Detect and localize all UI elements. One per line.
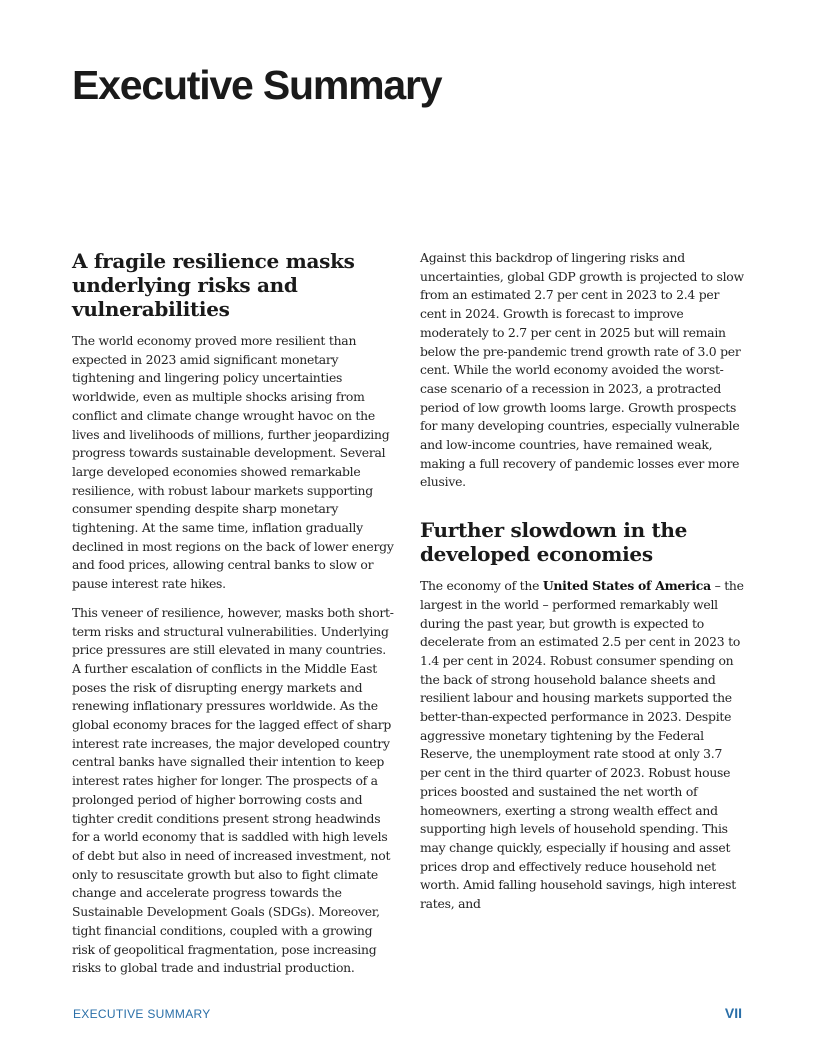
section-heading-fragile-resilience: A fragile resilience masks underlying risks and vulnerabilities: [72, 249, 355, 321]
paragraph-veneer: This veneer of resilience, however, masks both short-term risks and structural vulnerabilities. Underlying price pressures are still elevated in many countries. A further escalation of conflicts in the Middle East poses the risk of disrupting energy markets and renewing inflationary pressures worldwide. As the global economy braces for the lagged effect of sharp interest rate increases, the major developed country central banks have signalled their intention to keep interest rates higher for longer. The prospects of a prolonged period of higher borrowing costs and tighter credit conditions present strong headwinds for a world economy that is saddled with high levels of debt but also in need of increased investment, not only to resuscitate growth but also to fight climate change and accelerate progress towards the Sustainable Development Goals (SDGs). Moreover, tight financial conditions, coupled with a growing risk of geopolitical fragmentation, pose increasing risks to global trade and industrial production.: [72, 604, 394, 976]
page-title: Executive Summary: [72, 62, 442, 108]
paragraph-united-states: [420, 577, 745, 914]
us-country-name: United States of America: [542, 578, 711, 594]
us-paragraph-body: – the largest in the world – performed remarkably well during the past year, but growth is expected to decelerate from an estimated 2.5 per cent in 2023 to 1.4 per cent in 2024. Robust consumer spending on the back of strong household balance sheets and resilient labour and housing markets supported the better-than-expected performance in 2023. Despite aggressive monetary tightening by the Federal Reserve, the unemployment rate stood at only 3.7 per cent in the third quarter of 2023. Robust house prices boosted and sustained the net worth of homeowners, exerting a strong wealth effect and supporting high levels of household spending. This may change quickly, especially if housing and asset prices drop and effectively reduce household net worth. Amid falling household savings, high interest rates, and: [420, 578, 744, 912]
section-heading-developed-slowdown: Further slowdown in the developed economies: [420, 518, 688, 567]
text-column-left: [72, 249, 397, 988]
text-column-right: [420, 249, 745, 924]
paragraph-resilience: The world economy proved more resilient than expected in 2023 amid significant monetary tightening and lingering policy uncertainties worldwide, even as multiple shocks arising from conflict and climate change wrought havoc on the lives and livelihoods of millions, further jeopardizing progress towards sustainable development. Several large developed economies showed remarkable resilience, with robust labour markets supporting consumer spending despite sharp monetary tightening. At the same time, inflation gradually declined in most regions on the back of lower energy and food prices, allowing central banks to slow or pause interest rate hikes.: [72, 333, 394, 592]
footer-section-label: EXECUTIVE SUMMARY: [73, 1007, 211, 1021]
paragraph-growth-outlook: Against this backdrop of lingering risks and uncertainties, global GDP growth is projected to slow from an estimated 2.7 per cent in 2023 to 2.4 per cent in 2024. Growth is forecast to improve moderately to 2.7 per cent in 2025 but will remain below the pre-pandemic trend growth rate of 3.0 per cent. While the world economy avoided the worst-case scenario of a recession in 2023, a protracted period of low growth looms large. Growth prospects for many developing countries, especially vulnerable and low-income countries, have remained weak, making a full recovery of pandemic losses ever more elusive.: [420, 250, 744, 490]
us-paragraph-lead: The economy of the: [420, 578, 543, 594]
page-number: VII: [724, 1005, 742, 1021]
